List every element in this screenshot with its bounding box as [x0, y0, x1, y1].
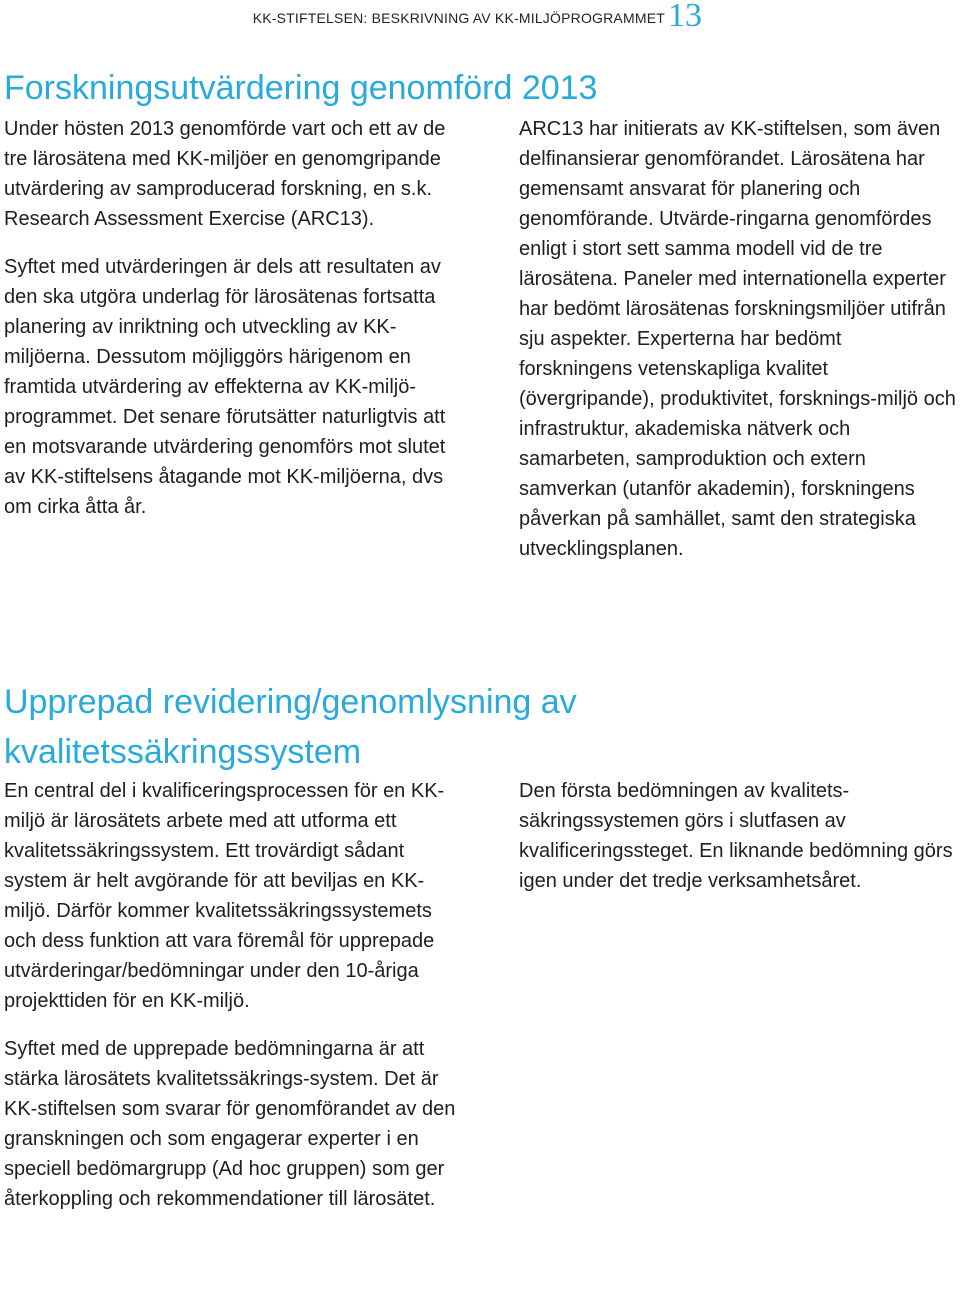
paragraph: Under hösten 2013 genomförde vart och ett av de tre lärosätena med KK-miljöer en genomgripande utvärdering av samproducerad forskning, en s.k. Research Assessment Exercise (ARC13). [4, 118, 446, 230]
paragraph: En central del i kvalificeringsprocessen för en KK-miljö är lärosätets arbete med att utforma ett kvalitetssäkringssystem. Ett trovärdigt sådant system är helt avgörande för att beviljas en KK-miljö. Därför kommer kvalitetssäkringssystemets och dess funktion att vara föremål för upprepade utvärderingar/bedömningar under den 10-åriga projekttiden för en KK-miljö. [4, 780, 445, 1012]
section2-left-column [4, 776, 460, 1232]
paragraph: ARC13 har initierats av KK-stiftelsen, som även delfinansierar genomförandet. Lärosätena har gemensamt ansvarat för planering och genomförande. Utvärde-ringarna genomfördes enligt i stort sett samma modell vid de tre lärosätena. Paneler med internationella experter har bedömt lärosätenas forskningsmiljöer utifrån sju aspekter. Experterna har bedömt forskningens vetenskapliga kvalitet (övergripande), produktivitet, forsknings-miljö och infrastruktur, akademiska nätverk och samarbeten, samproduktion och extern samverkan (utanför akademin), forskningens påverkan på samhället, samt den strategiska utvecklingsplanen. [519, 118, 956, 560]
paragraph: Syftet med utvärderingen är dels att resultaten av den ska utgöra underlag för lärosätenas fortsatta planering av inriktning och utveckling av KK-miljöerna. Dessutom möjliggörs härigenom en framtida utvärdering av effekterna av KK-miljö-programmet. Det senare förutsätter naturligtvis att en motsvarande utvärdering genomförs mot slutet av KK-stiftelsens åtagande mot KK-miljöerna, dvs om cirka åtta år. [4, 256, 446, 518]
paragraph: Syftet med de upprepade bedömningarna är att stärka lärosätets kvalitetssäkrings-system. Det är KK-stiftelsen som svarar för genomförandet av den granskningen och som engagerar experter i en speciell bedömargrupp (Ad hoc gruppen) som ger återkoppling och rekommendationer till lärosätet. [4, 1038, 456, 1210]
paragraph: Den första bedömningen av kvalitets-säkringssystemen görs i slutfasen av kvalificeringssteget. En liknande bedömning görs igen under det tredje verksamhetsåret. [519, 780, 953, 892]
section1-left-column [4, 114, 460, 540]
section1-right-column [519, 114, 960, 582]
section-heading-research-evaluation: Forskningsutvärdering genomförd 2013 [4, 69, 598, 107]
section2-right-column [519, 776, 960, 914]
running-title: KK-STIFTELSEN: BESKRIVNING AV KK-MILJÖPROGRAMMET [252, 10, 665, 26]
page-number: 13 [668, 0, 702, 34]
section-heading-quality-assurance-review: Upprepad revidering/genomlysning av kvalitetssäkringssystem [4, 683, 577, 771]
page-header [0, 0, 960, 40]
